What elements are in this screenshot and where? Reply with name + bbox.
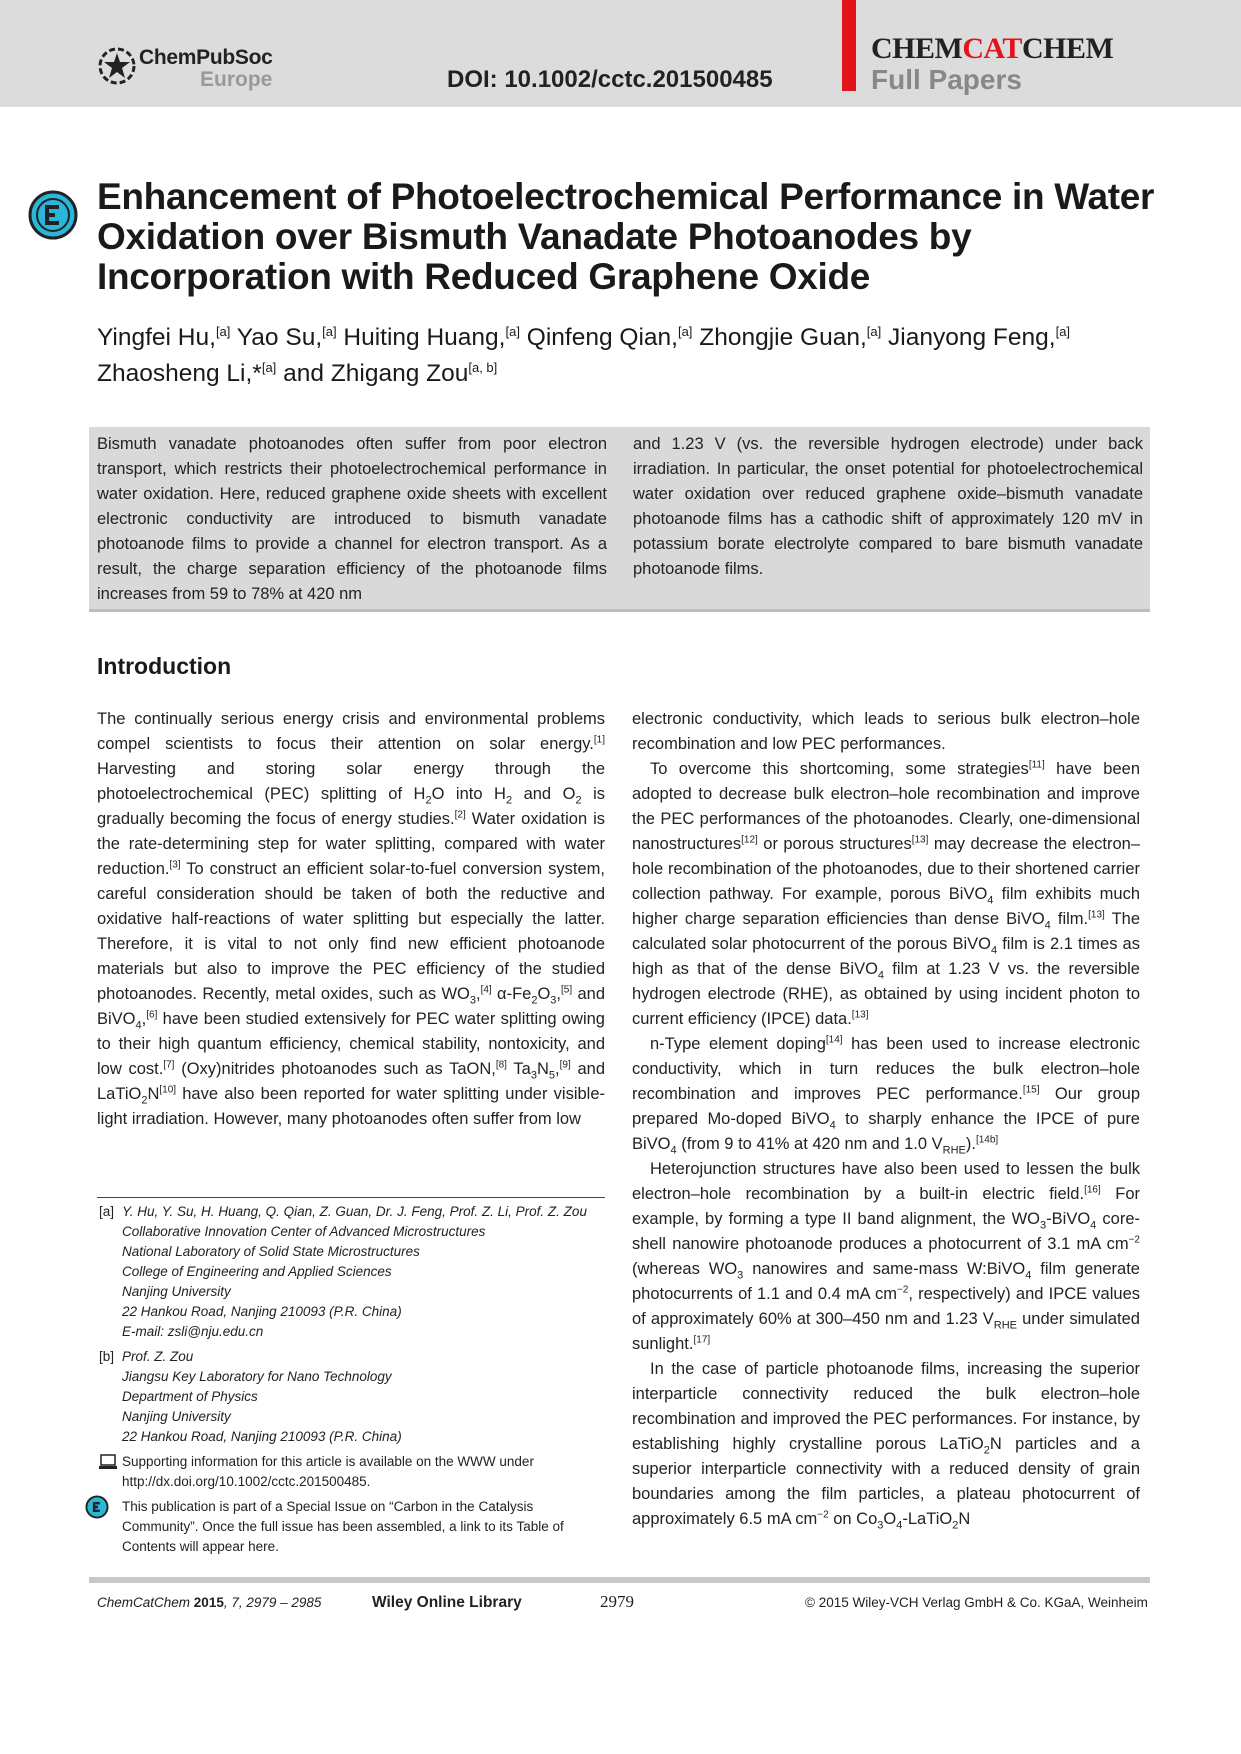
journal-part-1: CHEM: [871, 32, 963, 65]
citation-ref[interactable]: [17]: [693, 1334, 711, 1346]
citation-ref[interactable]: [2]: [454, 809, 466, 821]
citation-ref[interactable]: [11]: [1028, 759, 1045, 771]
citation-ref[interactable]: [7]: [163, 1059, 175, 1071]
abstract-box: [89, 427, 1150, 612]
citation-ref[interactable]: [14b]: [975, 1134, 999, 1146]
paragraph: n-Type element doping[14] has been used to increase electronic conductivity, which in turn reduces the bulk electron–hole recombination and improves PEC performance.[15] Our group prepared Mo-doped BiVO$_4$ to sharply enhance the IPCE of pure BiVO$_4$ (from 9 to 41% at 420 nm and 1.0 $V_{RHE}).[14b]$: [632, 1034, 1140, 1157]
citation-ref[interactable]: [4]: [480, 984, 492, 996]
citation-ref[interactable]: [3]: [169, 859, 181, 871]
citation-ref[interactable]: [12]: [741, 834, 758, 846]
author-list: [97, 317, 1157, 389]
author-affiliation: [a]: [505, 324, 520, 339]
footer-divider: [89, 1577, 1150, 1583]
journal-title: [871, 32, 1113, 66]
citation-ref[interactable]: [1]: [593, 734, 605, 746]
computer-icon: [99, 1454, 117, 1470]
citation: ChemCatChem 2015, 7, 2979 – 2985: [97, 1595, 322, 1610]
paragraph: To overcome this shortcoming, some strategies[11] have been adopted to decrease bulk electron–hole recombination and improve the PEC performances of the photoanodes. Clearly, one-dimensional nanostructures[12] or porous structures[13] may decrease the electron–hole recombination of the photoanodes, due to their shortened carrier collection pathway. For example, porous BiVO$_4$ film exhibits much higher charge separation efficiencies than dense BiVO$_4$ film.[13] The calculated solar photocurrent of the porous BiVO$_4$ film is 2.1 times as high as that of the dense BiVO$_4$ film at 1.23 V vs. the reversible hydrogen electrode (RHE), as obtained by using incident photon to current efficiency (IPCE) data.[13]: [632, 759, 1141, 1028]
footnote-line: College of Engineering and Applied Sciences: [122, 1264, 392, 1279]
citation-ref[interactable]: [14]: [825, 1034, 843, 1046]
publisher-name: ChemPubSoc: [139, 46, 273, 69]
doi[interactable]: DOI: 10.1002/cctc.201500485: [447, 66, 773, 93]
citation-ref[interactable]: [13]: [851, 1009, 869, 1021]
author-name: Zhongjie Guan,: [692, 324, 867, 352]
citation-ref[interactable]: [16]: [1084, 1184, 1101, 1196]
abstract-column-left: Bismuth vanadate photoanodes often suffer from poor electron transport, which restricts their photoelectrochemical performance in water oxidation. Here, reduced graphene oxide sheets with excellent electronic conductivity are introduced to bismuth vanadate photoanode films to provide a channel for electron transport. As a result, the charge separation efficiency of the photoanode films increases from 59 to 78% at 420 nm: [97, 435, 607, 603]
author-affiliation: [a]: [1055, 324, 1071, 339]
footnote-label: [b]: [99, 1349, 115, 1364]
citation-ref[interactable]: [13]: [911, 834, 929, 846]
footnote-line: Nanjing University: [122, 1409, 231, 1424]
footnote-affiliation-b: [97, 1347, 607, 1447]
paragraph: The continually serious energy crisis and environmental problems compel scientists to focus their attention on solar energy.[1] Harvesting and storing solar energy through the photoelectrochemical (PEC) splitting of $H_2O$ into $H_2$ and $O_2$ is gradually becoming the focus of energy studies.[2] Water oxidation is the rate-determining step for water splitting, compared with water reduction.[3] To construct an efficient solar-to-fuel conversion system, careful consideration should be taken of both the reductive and oxidative half-reactions of water splitting but especially the latter. Therefore, it is vital to not only find new efficient photoanode materials but also to improve the PEC efficiency of the studied photoanodes. Recently, metal oxides, such as $WO_3,[4]$ $\alpha-Fe_2O_3,[5]$ and BiVO$_4$,[6] have been studied extensively for PEC water splitting owing to their high quantum efficiency, chemical stability, nontoxicity, and low cost.[7] (Oxy)nitrides photoanodes such as TaON,[8] $Ta_3N_5,[9]$ and LaTiO$_2$N[10] have also been reported for water splitting under visible-light irradiation. However, many photoanodes often suffer from low: [97, 710, 606, 1128]
author-name: and Zhigang Zou: [276, 360, 469, 388]
paragraph: electronic conductivity, which leads to serious bulk electron–hole recombination and low PEC performances.: [632, 710, 1140, 753]
footnote-line: Prof. Z. Zou: [122, 1349, 194, 1364]
citation-ref[interactable]: [13]: [1088, 909, 1105, 921]
author-affiliation: [a]: [866, 324, 882, 339]
journal-header: [0, 0, 1241, 107]
section-heading-introduction: Introduction: [97, 653, 232, 679]
footnote-line: Department of Physics: [122, 1389, 258, 1404]
footnote-label: [a]: [99, 1204, 115, 1219]
publisher-region: Europe: [200, 68, 273, 91]
footnote-affiliation-a: [97, 1202, 607, 1342]
paragraph: In the case of particle photoanode films, increasing the superior interparticle connectivity reduced the bulk electron–hole recombination and improved the PEC performances. For instance, by establishing highly crystalline porous LaTiO$_2$N particles and a superior interparticle connectivity with a reduced density of grain boundaries among the film particles, a plateau photocurrent of approximately 6.5 mA $cm^{-2}$ on $Co_3O_4-LaTiO_2N$: [632, 1360, 1140, 1532]
email-link[interactable]: E-mail: zsli@nju.edu.cn: [122, 1324, 264, 1339]
article-title: Enhancement of Photoelectrochemical Performance in Water Oxidation over Bismuth Vanadate Photoanodes by Incorporation with Reduced Graphene Oxide: [97, 176, 1155, 297]
author-affiliation: [a]: [677, 324, 693, 339]
copyright: © 2015 Wiley-VCH Verlag GmbH & Co. KGaA, Weinheim: [805, 1595, 1148, 1610]
paragraph: Heterojunction structures have also been used to lessen the bulk electron–hole recombination by a built-in electric field.[16] For example, by forming a type II band alignment, the $WO_3-BiVO_4$ core-shell nanowire photoanode produces a photocurrent of 3.1 mA $cm^{-2}$ (whereas $WO_3$ nanowires and same-mass W:BiVO$_4$ film generate photocurrents of 1.1 and 0.4 mA $cm^{-2}$, respectively) and IPCE values of approximately 60% at 300–450 nm and 1.23 $V_{RHE}$ under simulated sunlight.[17]: [632, 1160, 1141, 1353]
wiley-online-library-link[interactable]: Wiley Online Library: [372, 1594, 522, 1611]
special-issue-text: This publication is part of a Special Issue on “Carbon in the Catalysis Community”. Once the full issue has been assembled, a link to its Table of Contents will appear here.: [122, 1499, 564, 1554]
author-affiliation: [a, b]: [468, 360, 498, 376]
footnote-line: National Laboratory of Solid State Microstructures: [122, 1244, 420, 1259]
footnote-divider: [97, 1197, 605, 1198]
footnote-line: 22 Hankou Road, Nanjing 210093 (P.R. China): [122, 1429, 402, 1444]
author-name: Qinfeng Qian,: [519, 324, 678, 352]
special-issue-icon: [28, 190, 78, 240]
special-issue-small-icon: [85, 1495, 109, 1519]
author-name: Zhaosheng Li,*: [97, 360, 262, 388]
author-affiliation: [a]: [261, 360, 277, 376]
journal-part-2: CAT: [962, 32, 1022, 65]
citation-ref[interactable]: [8]: [495, 1059, 507, 1071]
citation-ref[interactable]: [6]: [146, 1009, 158, 1021]
citation-ref[interactable]: [15]: [1022, 1084, 1040, 1096]
author-name: Huiting Huang,: [336, 324, 506, 352]
body-column-right: [632, 707, 1140, 1532]
footnote-line: Jiangsu Key Laboratory for Nano Technology: [122, 1369, 392, 1384]
author-name: Yingfei Hu,: [97, 324, 216, 352]
abstract-column-right: and 1.23 V (vs. the reversible hydrogen electrode) under back irradiation. In particular, the onset potential for photoelectrochemical water oxidation over reduced graphene oxide–bismuth vanadate photoanode films has a cathodic shift of approximately 120 mV in potassium borate electrolyte compared to bare bismuth vanadate photoanode films.: [633, 435, 1143, 578]
author-affiliation: [a]: [215, 324, 231, 339]
author-name: Yao Su,: [230, 324, 323, 352]
section-type: Full Papers: [871, 64, 1022, 95]
citation-ref[interactable]: [5]: [561, 984, 573, 996]
journal-part-3: CHEM: [1021, 32, 1114, 65]
supporting-info-link[interactable]: Supporting information for this article is available on the WWW under http://dx.doi.org/10.1002/cctc.201500485.: [122, 1454, 534, 1489]
page-number: 2979: [600, 1592, 634, 1611]
chempubsoc-star-icon: [97, 46, 137, 86]
header-red-bar: [842, 0, 856, 91]
footnote-line: Y. Hu, Y. Su, H. Huang, Q. Qian, Z. Guan, Dr. J. Feng, Prof. Z. Li, Prof. Z. Zou: [122, 1204, 587, 1219]
citation-ref[interactable]: [10]: [159, 1084, 177, 1096]
footnote-line: Collaborative Innovation Center of Advanced Microstructures: [122, 1224, 486, 1239]
author-affiliation: [a]: [322, 324, 337, 339]
citation-ref[interactable]: [9]: [559, 1059, 571, 1071]
footnote-line: 22 Hankou Road, Nanjing 210093 (P.R. China): [122, 1304, 402, 1319]
body-column-left: [97, 707, 605, 1132]
special-issue-note: [97, 1497, 607, 1557]
footnote-line: Nanjing University: [122, 1284, 231, 1299]
supporting-info-note: [97, 1452, 607, 1492]
author-name: Jianyong Feng,: [881, 324, 1056, 352]
